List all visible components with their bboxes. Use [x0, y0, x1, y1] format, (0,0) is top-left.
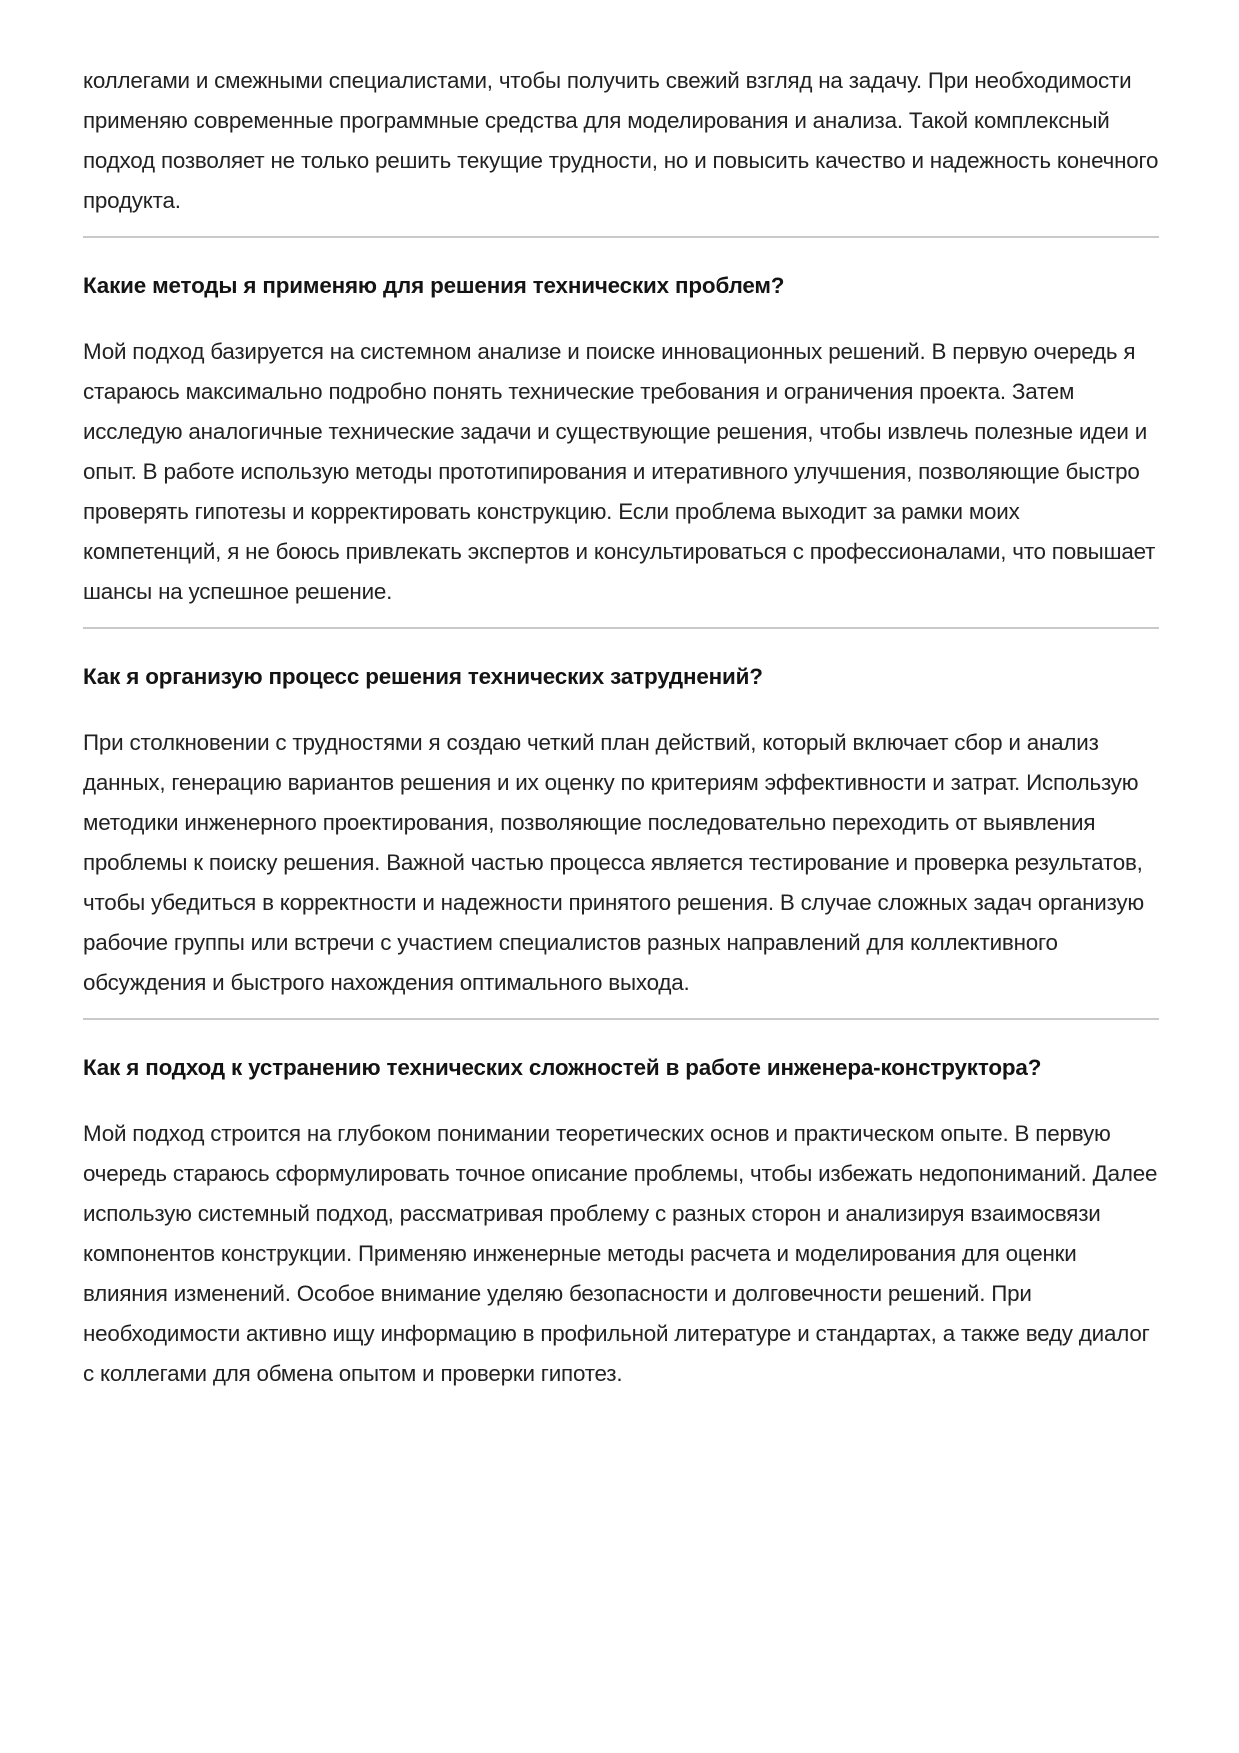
section-heading-approach: Как я подход к устранению технических сложностей в работе инженера-конструктора?	[83, 1055, 1042, 1080]
section-paragraph-approach: Мой подход строится на глубоком понимании теоретических основ и практическом опыте. В первую очередь стараюсь сформулировать точное описание проблемы, чтобы избежать недопониманий. Далее использую системный подход, рассматривая проблему с разных сторон и анализируя взаимосвязи компонентов конструкции. Применяю инженерные методы расчета и моделирования для оценки влияния изменений. Особое внимание уделяю безопасности и долговечности решений. При необходимости активно ищу информацию в профильной литературе и стандартах, а также веду диалог с коллегами для обмена опытом и проверки гипотез.	[83, 1121, 1158, 1386]
section-paragraph-methods: Мой подход базируется на системном анализе и поиске инновационных решений. В первую очередь я стараюсь максимально подробно понять технические требования и ограничения проекта. Затем исследую аналогичные технические задачи и существующие решения, чтобы извлечь полезные идеи и опыт. В работе использую методы прототипирования и итеративного улучшения, позволяющие быстро проверять гипотезы и корректировать конструкцию. Если проблема выходит за рамки моих компетенций, я не боюсь привлекать экспертов и консультироваться с профессионалами, что повышает шансы на успешное решение.	[83, 339, 1156, 604]
document-content	[83, 61, 1159, 1394]
intro-paragraph: коллегами и смежными специалистами, чтобы получить свежий взгляд на задачу. При необходимости применяю современные программные средства для моделирования и анализа. Такой комплексный подход позволяет не только решить текущие трудности, но и повысить качество и надежность конечного продукта.	[83, 68, 1159, 213]
section-divider	[83, 1018, 1159, 1020]
section-heading-methods: Какие методы я применяю для решения технических проблем?	[83, 273, 785, 298]
section-paragraph-process: При столкновении с трудностями я создаю четкий план действий, который включает сбор и анализ данных, генерацию вариантов решения и их оценку по критериям эффективности и затрат. Использую методики инженерного проектирования, позволяющие последовательно переходить от выявления проблемы к поиску решения. Важной частью процесса является тестирование и проверка результатов, чтобы убедиться в корректности и надежности принятого решения. В случае сложных задач организую рабочие группы или встречи с участием специалистов разных направлений для коллективного обсуждения и быстрого нахождения оптимального выхода.	[83, 730, 1144, 995]
section-divider	[83, 236, 1159, 238]
section-divider	[83, 627, 1159, 629]
section-heading-process: Как я организую процесс решения технических затруднений?	[83, 664, 763, 689]
